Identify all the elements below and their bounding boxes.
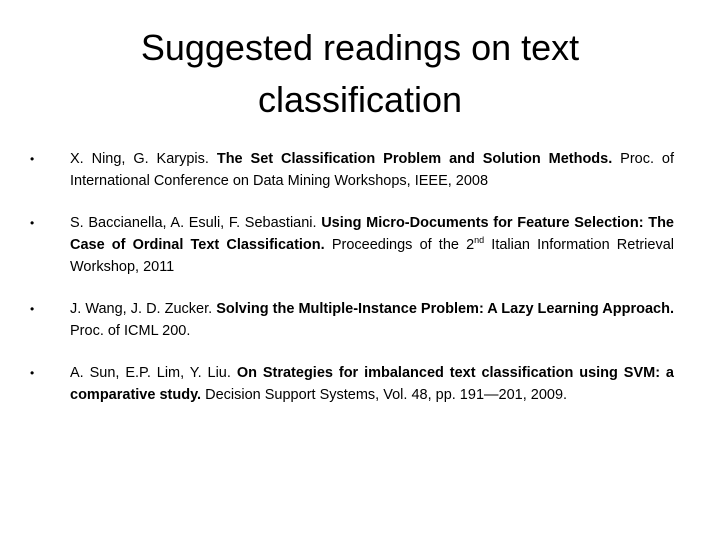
reference-item: [30, 362, 674, 406]
reference-authors: X. Ning, G. Karypis.: [70, 151, 209, 167]
reference-authors: A. Sun, E.P. Lim, Y. Liu.: [70, 365, 231, 381]
reference-item: [30, 212, 674, 278]
reference-item: [30, 298, 674, 342]
reference-venue: Decision Support Systems, Vol. 48, pp. 191—201, 2009.: [205, 387, 568, 403]
reference-paper-title: Using Micro-Documents for Feature Selection: The Case of Ordinal Text Classification.: [70, 215, 674, 253]
reference-venue: Proc. of International Conference on Data Mining Workshops, IEEE, 2008: [70, 151, 675, 189]
reference-venue-end: Italian Information Retrieval Workshop, 2011: [70, 237, 675, 275]
reference-list: [30, 148, 674, 406]
reference-authors: S. Baccianella, A. Esuli, F. Sebastiani.: [70, 215, 317, 231]
reference-paper-title: The Set Classification Problem and Solution Methods.: [216, 151, 613, 167]
bullet-icon: •: [30, 216, 35, 230]
reference-item: [30, 148, 674, 192]
bullet-icon: •: [30, 302, 35, 316]
bullet-icon: •: [30, 152, 35, 166]
bullet-icon: •: [30, 366, 35, 380]
reference-paper-title: Solving the Multiple-Instance Problem: A Lazy Learning Approach.: [216, 301, 674, 317]
ordinal-superscript: nd: [474, 235, 485, 246]
reference-authors: J. Wang, J. D. Zucker.: [70, 301, 213, 317]
reference-venue-start: Proceedings of the 2: [331, 237, 475, 253]
reference-venue: Proc. of ICML 200.: [70, 323, 191, 339]
reference-paper-title: On Strategies for imbalanced text classification using SVM: a comparative study.: [70, 365, 674, 403]
slide-title: Suggested readings on text classification: [140, 27, 580, 120]
